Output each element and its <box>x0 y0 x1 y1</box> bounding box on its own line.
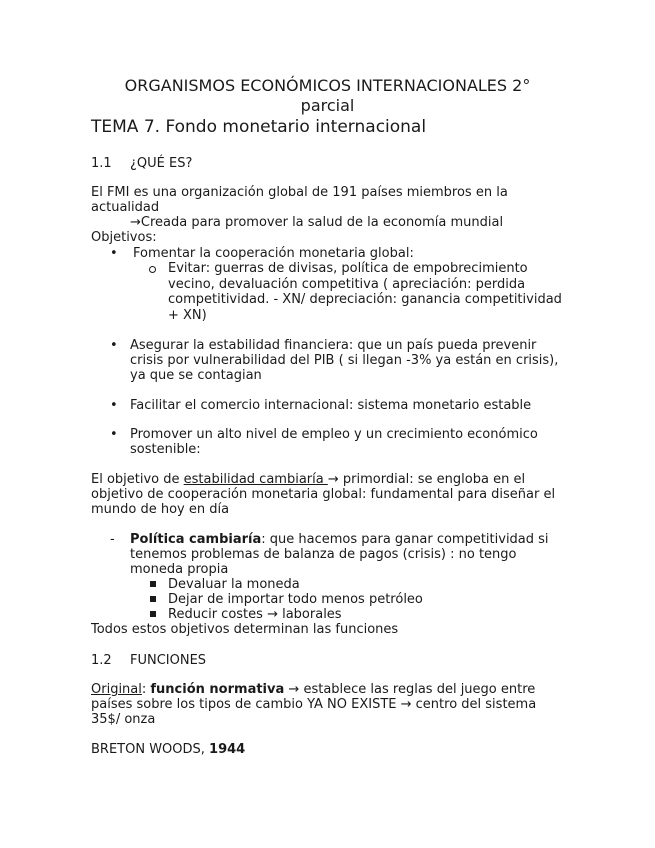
dash-bullet: - <box>110 532 115 547</box>
funciones-line: países sobre los tipos de cambio YA NO EXISTE → centro del sistema <box>91 697 537 712</box>
breton-woods-line: BRETON WOODS, 1944 <box>91 742 246 757</box>
sub-objective-line: Evitar: guerras de divisas, política de empobrecimiento <box>168 261 528 276</box>
breton-year: 1944 <box>209 742 246 757</box>
sub-objective-line: competitividad. - XN/ depreciación: ganancia competitividad <box>168 292 562 307</box>
policy-line: tenemos problemas de balanza de pagos (crisis) : no tengo <box>130 547 517 562</box>
policy-item: Dejar de importar todo menos petróleo <box>168 592 423 607</box>
stability-line: El objetivo de estabilidad cambiaría → primordial: se engloba en el <box>91 472 526 487</box>
arrow-icon: → <box>400 697 412 712</box>
conclusion-line: Todos estos objetivos determinan las funciones <box>91 622 399 637</box>
arrow-icon: → <box>267 607 278 622</box>
objective-item: ya que se contagian <box>130 368 262 383</box>
funciones-bold: función normativa <box>150 682 285 697</box>
section-number: 1.2 <box>91 653 112 668</box>
tema-heading: TEMA 7. Fondo monetario internacional <box>91 117 427 137</box>
policy-line: Política cambiaría: que hacemos para ganar competitividad si <box>130 532 549 547</box>
document-title-line1: ORGANISMOS ECONÓMICOS INTERNACIONALES 2° <box>124 76 531 95</box>
objective-item: Fomentar la cooperación monetaria global: <box>133 246 414 261</box>
stability-line: mundo de hoy en día <box>91 502 230 517</box>
funciones-line: 35$/ onza <box>91 712 156 727</box>
policy-item: Reducir costes → laborales <box>168 607 342 622</box>
bullet-icon: • <box>110 246 118 261</box>
section-heading: FUNCIONES <box>130 653 207 668</box>
intro-line: El FMI es una organización global de 191 países miembros en la <box>91 185 508 200</box>
intro-arrow-text: Creada para promover la salud de la economía mundial <box>140 215 504 230</box>
stability-underlined: estabilidad cambiaría <box>183 472 328 487</box>
bullet-icon: • <box>110 427 118 442</box>
circle-bullet-icon <box>149 266 156 273</box>
objective-item: Facilitar el comercio internacional: sistema monetario estable <box>130 398 532 413</box>
policy-bold: Política cambiaría <box>130 532 262 547</box>
bullet-icon: • <box>110 338 118 353</box>
policy-item: Devaluar la moneda <box>168 577 300 592</box>
document-title-line2: parcial <box>300 96 355 115</box>
sub-objective-line: vecino, devaluación competitiva ( apreciación: perdida <box>168 277 526 292</box>
stability-line: objetivo de cooperación monetaria global: fundamental para diseñar el <box>91 487 556 502</box>
objective-item: Asegurar la estabilidad financiera: que un país pueda prevenir <box>130 338 537 353</box>
arrow-icon: → <box>288 682 300 697</box>
square-bullet-icon <box>150 581 156 587</box>
arrow-icon: → <box>130 215 141 230</box>
section-number: 1.1 <box>91 156 112 171</box>
objective-item: sostenible: <box>130 442 201 457</box>
objectives-label: Objetivos: <box>91 230 157 245</box>
policy-line: moneda propia <box>130 562 229 577</box>
original-underlined: Original <box>91 682 142 697</box>
funciones-line: Original: función normativa → establece las reglas del juego entre <box>91 682 536 697</box>
bullet-icon: • <box>110 398 118 413</box>
section-heading: ¿QUÉ ES? <box>130 156 193 171</box>
objective-item: crisis por vulnerabilidad del PIB ( si llegan -3% ya están en crisis), <box>130 353 559 368</box>
sub-objective-line: + XN) <box>168 308 207 323</box>
square-bullet-icon <box>150 611 156 617</box>
objective-item: Promover un alto nivel de empleo y un crecimiento económico <box>130 427 538 442</box>
arrow-icon: → <box>327 472 339 487</box>
square-bullet-icon <box>150 596 156 602</box>
intro-arrow-line <box>130 215 503 230</box>
intro-line: actualidad <box>91 200 160 215</box>
